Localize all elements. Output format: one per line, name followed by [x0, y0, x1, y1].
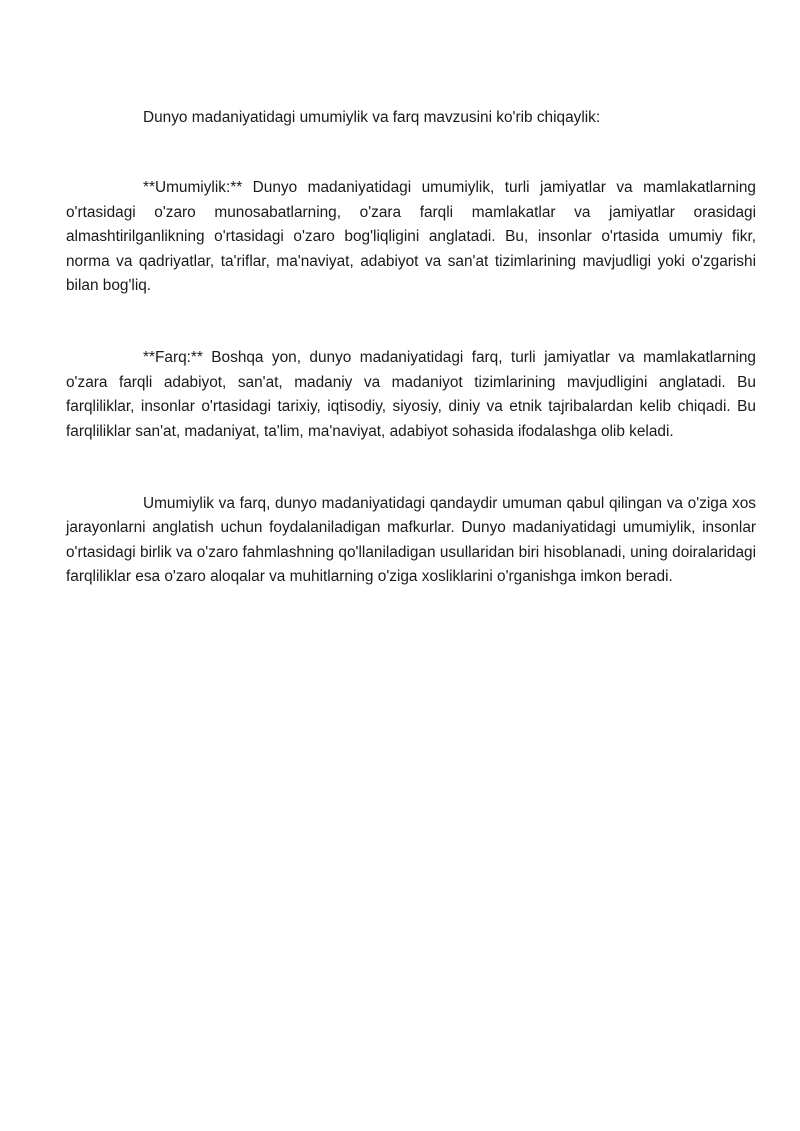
intro-paragraph: Dunyo madaniyatidagi umumiylik va farq mavzusini ko'rib chiqaylik:	[143, 109, 601, 126]
difference-paragraph: **Farq:** Boshqa yon, dunyo madaniyatidagi farq, turli jamiyatlar va mamlakatlarning o'zara farqli adabiyot, san'at, madaniy va madaniyot tizimlarining mavjudligini anglatadi. Bu farqliliklar, insonlar o'rtasidagi tarixiy, iqtisodiy, siyosiy, diniy va etnik tajribalardan kelib chiqadi. Bu farqliliklar san'at, madaniyat, ta'lim, ma'naviyat, adabiyot sohasida ifodalashga olib keladi.	[66, 349, 756, 440]
document-body	[66, 106, 756, 590]
conclusion-paragraph: Umumiylik va farq, dunyo madaniyatidagi qandaydir umuman qabul qilingan va o'ziga xos jarayonlarni anglatish uchun foydalaniladigan mafkurlar. Dunyo madaniyatidagi umumiylik, insonlar o'rtasidagi birlik va o'zaro fahmlashning qo'llaniladigan usullaridan biri hisoblanadi, uning doiralaridagi farqliliklar esa o'zaro aloqalar va muhitlarning o'ziga xosliklarini o'rganishga imkon beradi.	[66, 495, 756, 586]
commonality-paragraph: **Umumiylik:** Dunyo madaniyatidagi umumiylik, turli jamiyatlar va mamlakatlarning o'rtasidagi o'zaro munosabatlarning, o'zara farqli mamlakatlar va jamiyatlar orasidagi almashtirilganlikning o'rtasidagi o'zaro bog'liqligini anglatadi. Bu, insonlar o'rtasida umumiy fikr, norma va qadriyatlar, ta'riflar, ma'naviyat, adabiyot va san'at tizimlarining mavjudligi yoki o'zgarishi bilan bog'liq.	[66, 179, 756, 295]
